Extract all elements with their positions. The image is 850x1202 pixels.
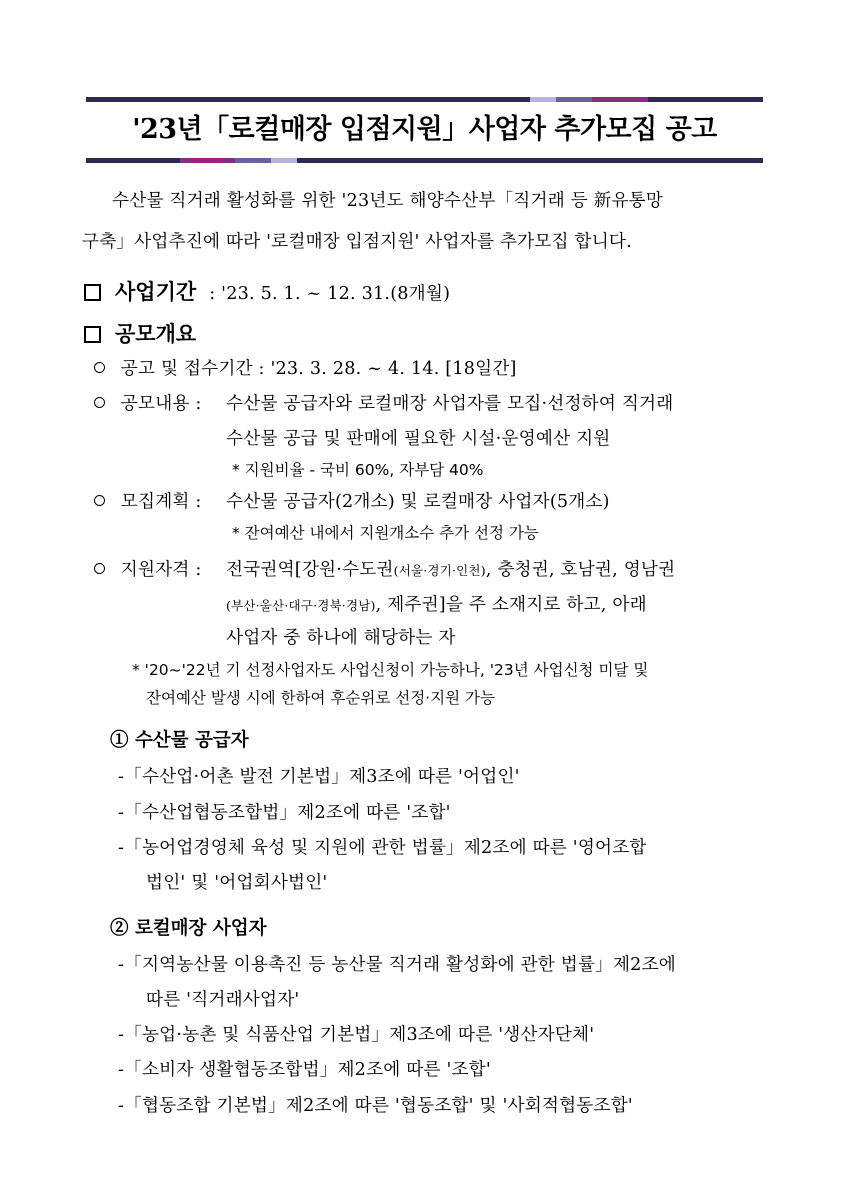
overview-item-3-line-1: 수산물 공급자(2개소) 및 로컬매장 사업자(5개소) bbox=[226, 492, 610, 512]
overview-item-2-label: 공모내용 : bbox=[120, 394, 202, 414]
period-row bbox=[84, 276, 450, 306]
overview-item-4-line-2 bbox=[226, 591, 647, 616]
supplier-item-2: -「수산업협동조합법」제2조에 따른 '조합' bbox=[118, 803, 451, 823]
overview-item-4-l1b: (서울·경기·인천) bbox=[393, 563, 486, 578]
page-title: '23년「로컬매장 입점지원」사업자 추가모집 공고 bbox=[132, 114, 717, 145]
store-item-1: -「지역농산물 이용촉진 등 농산물 직거래 활성화에 관한 법률」제2조에 bbox=[118, 955, 676, 975]
overview-item-4 bbox=[94, 556, 202, 581]
title-bottom-accent-2 bbox=[235, 158, 271, 163]
overview-item-4-l1c: , 충청권, 호남권, 영남권 bbox=[485, 560, 676, 580]
overview-item-4-l2a: (부산·울산·대구·경북·경남) bbox=[226, 598, 376, 613]
overview-item-3-note: * 잔여예산 내에서 지원개소수 추가 선정 가능 bbox=[232, 524, 539, 542]
overview-item-2-line-2: 수산물 공급 및 판매에 필요한 시설·운영예산 지원 bbox=[226, 429, 611, 449]
title-top-accent-3 bbox=[592, 97, 648, 102]
overview-item-4-line-1 bbox=[226, 556, 675, 581]
period-value: : '23. 5. 1. ~ 12. 31.(8개월) bbox=[209, 284, 451, 304]
circle-bullet-icon bbox=[94, 362, 105, 373]
store-item-3: -「소비자 생활협동조합법」제2조에 따른 '조합' bbox=[118, 1060, 491, 1080]
title-top-accent-2 bbox=[556, 97, 592, 102]
supplier-heading: ① 수산물 공급자 bbox=[110, 730, 249, 751]
checkbox-square-icon bbox=[84, 284, 101, 301]
store-item-4: -「협동조합 기본법」제2조에 따른 '협동조합' 및 '사회적협동조합' bbox=[118, 1096, 633, 1116]
store-item-1-cont: 따른 '직거래사업자' bbox=[146, 990, 300, 1010]
overview-heading: 공모개요 bbox=[115, 321, 197, 346]
store-item-2: -「농업·농촌 및 식품산업 기본법」제3조에 따른 '생산자단체' bbox=[118, 1025, 595, 1045]
overview-heading-row bbox=[84, 318, 196, 348]
overview-item-4-l2b: , 제주권]을 주 소재지로 하고, 아래 bbox=[375, 595, 647, 615]
checkbox-square-icon bbox=[84, 326, 101, 343]
overview-item-4-l1a: 전국권역[강원·수도권 bbox=[226, 560, 394, 580]
supplier-item-1: -「수산업·어촌 발전 기본법」제3조에 따른 '어업인' bbox=[118, 767, 520, 787]
intro-line-1: 수산물 직거래 활성화를 위한 '23년도 해양수산부「직거래 등 新유통망 bbox=[112, 191, 664, 211]
title-top-rule bbox=[86, 97, 763, 102]
overview-item-4-label: 지원자격 : bbox=[120, 560, 202, 580]
intro-line-2: 구축」사업추진에 따라 '로컬매장 입점지원' 사업자를 추가모집 합니다. bbox=[82, 232, 632, 252]
overview-item-1 bbox=[94, 355, 517, 380]
title-bottom-accent-3 bbox=[271, 158, 297, 163]
supplier-item-3-cont: 법인' 및 '어업회사법인' bbox=[146, 873, 328, 893]
circle-bullet-icon bbox=[94, 397, 105, 408]
overview-item-3 bbox=[94, 488, 202, 513]
overview-item-4-line-3: 사업자 중 하나에 해당하는 자 bbox=[226, 628, 456, 648]
overview-item-2-note: * 지원비율 - 국비 60%, 자부담 40% bbox=[232, 461, 484, 479]
title-bottom-accent-1 bbox=[180, 158, 235, 163]
overview-item-1-text: 공고 및 접수기간 : '23. 3. 28. ~ 4. 14. [18일간] bbox=[120, 359, 517, 379]
supplier-item-3: -「농어업경영체 육성 및 지원에 관한 법률」제2조에 따른 '영어조합 bbox=[118, 838, 647, 858]
overview-item-2 bbox=[94, 390, 202, 415]
period-label: 사업기간 bbox=[115, 279, 197, 304]
circle-bullet-icon bbox=[94, 563, 105, 574]
overview-footnote-2: 잔여예산 발생 시에 한하여 후순위로 선정·지원 가능 bbox=[146, 689, 495, 707]
overview-item-3-label: 모집계획 : bbox=[120, 492, 202, 512]
overview-item-2-line-1: 수산물 공급자와 로컬매장 사업자를 모집·선정하여 직거래 bbox=[226, 394, 674, 414]
title-top-accent-1 bbox=[530, 97, 556, 102]
circle-bullet-icon bbox=[94, 495, 105, 506]
overview-footnote-1: * '20~'22년 기 선정사업자도 사업신청이 가능하나, '23년 사업신청 미달 및 bbox=[132, 661, 649, 679]
store-heading: ② 로컬매장 사업자 bbox=[110, 918, 267, 939]
